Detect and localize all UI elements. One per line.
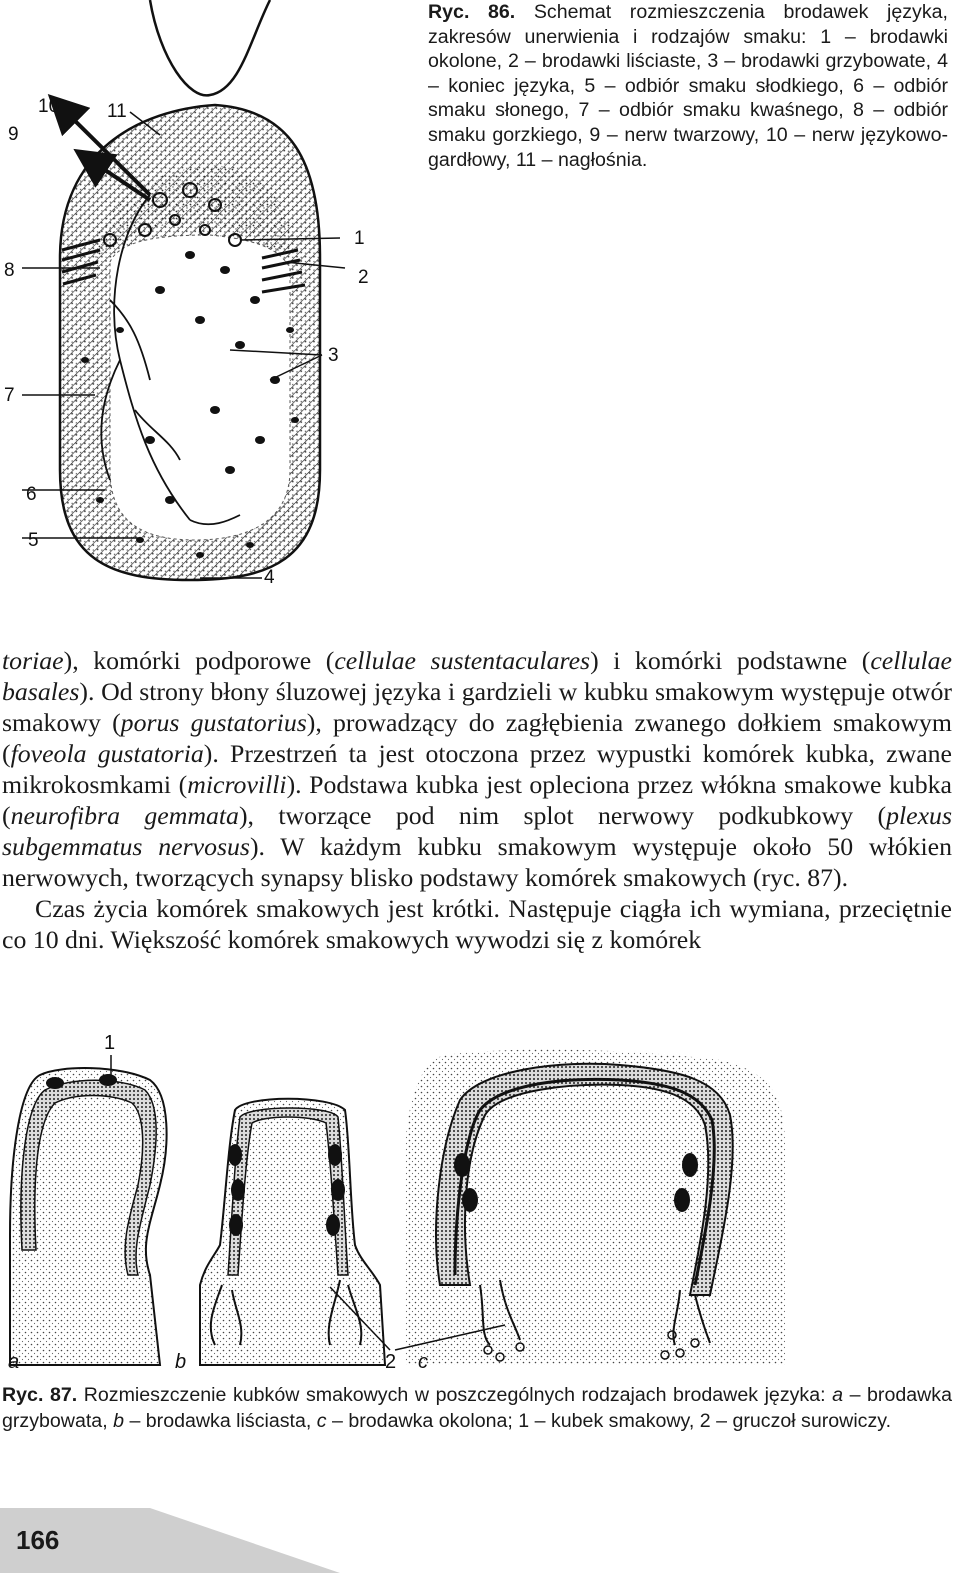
fig86-label-7: 7 — [4, 385, 15, 406]
epiglottis — [150, 0, 270, 95]
body.p1-run: ). Podstawa kubka jest opleciona przez włókna smakowe kubka ( — [2, 770, 952, 830]
fig87-label-a: a — [8, 1351, 20, 1370]
body.p1-run: plexus subgemmatus nervosus — [2, 801, 952, 861]
body-paragraph-1 — [2, 645, 952, 893]
body.p1-run: microvilli — [187, 770, 287, 799]
body.p1-run: ) i komórki podstawne ( — [590, 646, 871, 675]
fig86-label-4: 4 — [264, 567, 275, 588]
fig87.caption_parts-run: c — [316, 1409, 327, 1432]
fig87.caption_parts-run: – brodawka grzybowata, — [2, 1384, 952, 1432]
fig87.caption_parts-run: b — [113, 1409, 124, 1432]
fig87.caption_parts-run: – brodawka liściasta, — [124, 1409, 317, 1432]
taste-bud — [99, 1074, 117, 1086]
fig86-label-1: 1 — [354, 228, 365, 249]
fig87-label-b: b — [175, 1351, 187, 1370]
papilla-b-foliate — [200, 1099, 385, 1365]
figure-86-caption-text: Schemat rozmieszczenia brodawek języka, zakresów unerwienia i rodzajów smaku: 1 – brodawki okolone, 2 – brodawki liściaste, 3 – brodawki grzybowate, 4 – koniec języka, 5 – odbiór smaku słodkiego, 6 – odbiór smaku słonego, 7 – odbiór smaku kwaśnego, 8 – odbiór smaku gorzkiego, 9 – nerw twarzowy, 10 – nerw językowo-gardłowy, 11 – nagłośnia. — [428, 1, 948, 171]
fig86-label-3: 3 — [328, 345, 339, 366]
body.p1-run: ), komórki podporowe ( — [63, 646, 335, 675]
fig86-label-2: 2 — [358, 267, 369, 288]
fig87-label-1: 1 — [104, 1032, 116, 1054]
body.p1-run: ). Przestrzeń ta jest otoczona przez wypustki komórek kubka, zwane mikrokosmkami ( — [2, 739, 953, 799]
figure-87-caption-label: Ryc. 87. — [2, 1384, 78, 1406]
fig87-label-2: 2 — [385, 1351, 397, 1370]
papilla-a-fungiform — [10, 1055, 167, 1365]
figure-87-caption-text — [2, 1384, 952, 1432]
body.p1-run: ). Od strony błony śluzowej języka i gardzieli w kubku smakowym występuje otwór smakowy ( — [2, 677, 952, 737]
body.p1-run: cellulae basales — [2, 646, 952, 706]
body.p1-run: ), prowadzący do zagłębienia zwanego dołkiem smakowym ( — [2, 708, 952, 768]
fig86-label-9: 9 — [8, 124, 19, 145]
fig86-label-10: 10 — [38, 96, 60, 117]
figure-87-caption — [2, 1383, 952, 1434]
figure-86-caption — [428, 0, 948, 172]
figure-87-papillae-diagram — [0, 1025, 800, 1370]
fig87.caption_parts-run: a — [832, 1384, 844, 1406]
fig86-label-6: 6 — [26, 484, 37, 505]
body.p1-run: cellulae sustentaculares — [334, 646, 591, 675]
fig86-label-11: 11 — [107, 101, 127, 122]
body-paragraph-2: Czas życia komórek smakowych jest krótki. Następuje ciągła ich wymiana, przeciętnie co 10 dni. Większość komórek smakowych wywodzi się z komórek — [2, 894, 952, 954]
papilla-c-circumvallate — [405, 1050, 785, 1365]
fig86-label-5: 5 — [28, 530, 39, 551]
fig87-label-c: c — [418, 1351, 428, 1370]
body.p1-run: ), tworzące pod nim splot nerwowy podkubkowy ( — [238, 801, 887, 830]
figure-86-tongue-diagram — [0, 0, 430, 590]
body.p1-run: neurofibra gemmata — [10, 801, 239, 830]
body.p1-run: foveola gustatoria — [10, 739, 204, 768]
fig87.caption_parts-run: – brodawka okolona; 1 – kubek smakowy, 2 – gruczoł surowiczy. — [326, 1409, 892, 1432]
body.p1-run: ). W każdym kubku smakowym występuje około 50 włókien nerwowych, tworzących synapsy blisko podstawy komórek smakowych (ryc. 87). — [2, 832, 953, 892]
figure-86-caption-label: Ryc. 86. — [428, 1, 516, 23]
body.p1-run: toriae — [2, 646, 64, 675]
body-text — [2, 645, 952, 955]
taste-bud — [46, 1077, 64, 1089]
body.p1-run: porus gustatorius — [120, 708, 307, 737]
fig87.caption_parts-run: Rozmieszczenie kubków smakowych w poszczególnych rodzajach brodawek języka: — [77, 1384, 833, 1406]
fig86-label-8: 8 — [4, 260, 15, 281]
page-number: 166 — [16, 1525, 60, 1555]
